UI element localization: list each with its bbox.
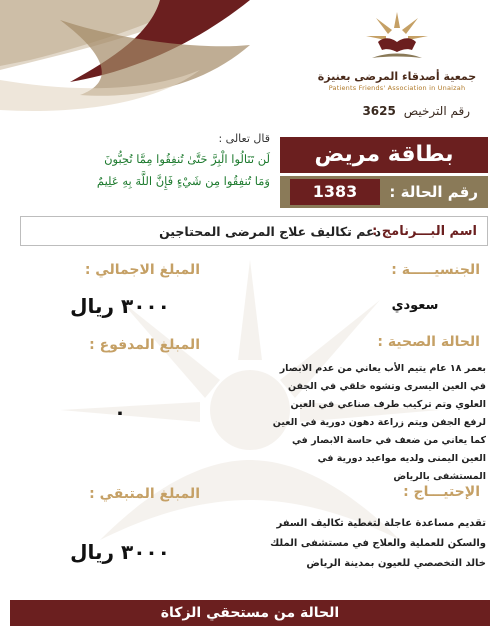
verse-intro: قال تعالى : bbox=[218, 132, 270, 145]
remaining-amount-value: ٣٠٠٠ ريال bbox=[70, 540, 170, 564]
handshake-sun-icon bbox=[362, 8, 432, 68]
verse-line-2: وَمَا تُنفِقُوا مِن شَيْءٍ فَإِنَّ اللَّهَ بِهِ عَلِيمٌ bbox=[96, 174, 270, 188]
program-value: دعم تكاليف علاج المرضى المحتاجين bbox=[159, 224, 381, 239]
license-number: 3625 bbox=[362, 104, 396, 118]
case-number-label: رقم الحالة : bbox=[389, 183, 478, 201]
zakat-eligibility-banner: الحالة من مستحقي الزكاة bbox=[10, 600, 490, 626]
paid-amount-label: المبلغ المدفوع : bbox=[89, 337, 200, 353]
license-label: رقم الترخيص bbox=[403, 104, 470, 118]
nationality-label: الجنسيـــــة : bbox=[391, 262, 480, 278]
program-label: اسم البـــرنامج : bbox=[372, 224, 477, 239]
paid-amount-value: ٠ bbox=[113, 400, 127, 424]
license-info bbox=[362, 104, 470, 118]
total-amount-label: المبلغ الاجمالي : bbox=[84, 262, 200, 278]
nationality-value: سعودي bbox=[391, 298, 439, 313]
need-text: تقديم مساعدة عاجلة لتغطية تكاليف السفر والسكن للعملية والعلاج في مستشفى الملك خالد التخصصي للعيون بمدينة الرياض bbox=[270, 518, 486, 569]
case-number-row bbox=[280, 176, 488, 208]
organization-name-arabic: جمعية أصدقاء المرضى بعنيزة bbox=[317, 70, 477, 83]
need-label: الإحتيـــاج : bbox=[403, 484, 480, 500]
program-box bbox=[20, 216, 488, 246]
health-status-text: بعمر ١٨ عام يتيم الأب يعاني من عدم الابصار في العين اليسرى وتشوه خلقي في الجفن العلوي وتم تركيب طرف صناعي في العين لرفع الجفن ويتم زراعة دهون دورية في العين كما يعاني من ضعف في حاسة الابصار في العين اليمنى ولديه مواعيد دورية في المستشفى بالرياض bbox=[272, 363, 486, 482]
quran-verse bbox=[10, 148, 270, 192]
case-number-value: 1383 bbox=[290, 179, 380, 205]
total-amount-value: ٣٠٠٠ ريال bbox=[70, 294, 170, 318]
organization-name-english: Patients Friends' Association in Unaizah bbox=[328, 84, 466, 92]
organization-logo bbox=[312, 8, 482, 92]
remaining-amount-label: المبلغ المتبقي : bbox=[89, 486, 200, 502]
verse-line-1: لَن تَنَالُوا الْبِرَّ حَتَّىٰ تُنفِقُوا مِمَّا تُحِبُّونَ bbox=[104, 152, 270, 166]
card-title: بطاقة مريض bbox=[280, 137, 488, 173]
health-status-label: الحالة الصحية : bbox=[377, 334, 480, 350]
